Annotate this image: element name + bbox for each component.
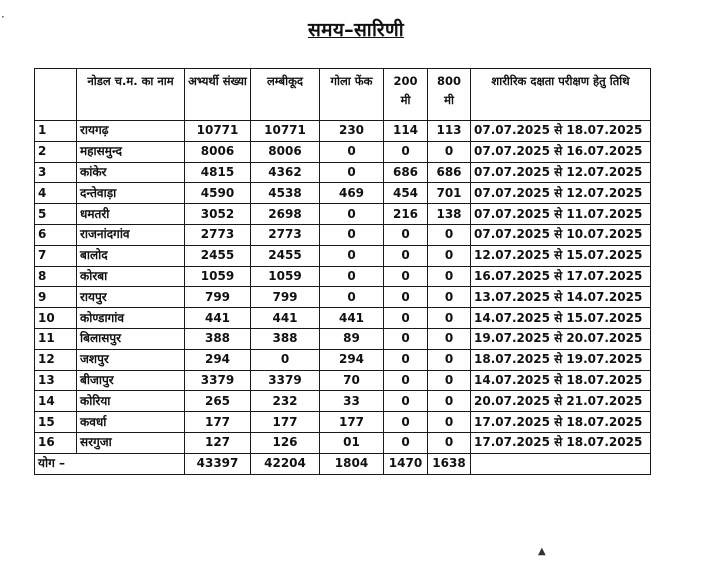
- cell-dates: 16.07.2025 से 17.07.2025: [471, 266, 651, 287]
- cell-200m: 0: [384, 141, 428, 162]
- cell-200m: 686: [384, 162, 428, 183]
- total-dates: [471, 453, 651, 474]
- table-header-row: [35, 69, 651, 121]
- cell-candidates: 3052: [185, 204, 251, 225]
- cell-dates: 07.07.2025 से 11.07.2025: [471, 204, 651, 225]
- cell-shotput: 177: [320, 412, 384, 433]
- cell-shotput: 0: [320, 245, 384, 266]
- cell-district: दन्तेवाड़ा: [77, 183, 185, 204]
- cell-shotput: 441: [320, 308, 384, 329]
- table-row: [35, 141, 651, 162]
- cell-serial: 16: [35, 432, 77, 453]
- cell-candidates: 2455: [185, 245, 251, 266]
- cell-district: धमतरी: [77, 204, 185, 225]
- cell-800m: 138: [428, 204, 471, 225]
- header-shotput: गोला फेंक: [320, 69, 384, 121]
- header-candidates: अभ्यर्थी संख्या: [185, 69, 251, 121]
- table-row: [35, 204, 651, 225]
- cell-district: कोण्डागांव: [77, 308, 185, 329]
- cell-district: जशपुर: [77, 349, 185, 370]
- cell-shotput: 0: [320, 224, 384, 245]
- cell-200m: 0: [384, 349, 428, 370]
- cell-shotput: 230: [320, 121, 384, 142]
- table-row: [35, 183, 651, 204]
- cell-serial: 3: [35, 162, 77, 183]
- cell-serial: 4: [35, 183, 77, 204]
- cell-candidates: 4590: [185, 183, 251, 204]
- cell-shotput: 0: [320, 141, 384, 162]
- cell-200m: 114: [384, 121, 428, 142]
- table-row: [35, 328, 651, 349]
- cell-dates: 20.07.2025 से 21.07.2025: [471, 391, 651, 412]
- page-title: समय–सारिणी: [308, 19, 404, 41]
- table-row: [35, 266, 651, 287]
- cell-candidates: 1059: [185, 266, 251, 287]
- cell-dates: 07.07.2025 से 12.07.2025: [471, 162, 651, 183]
- cell-serial: 7: [35, 245, 77, 266]
- cell-longjump: 0: [251, 349, 320, 370]
- cell-dates: 17.07.2025 से 18.07.2025: [471, 412, 651, 433]
- cell-shotput: 0: [320, 204, 384, 225]
- cell-200m: 0: [384, 391, 428, 412]
- cell-800m: 0: [428, 349, 471, 370]
- cell-district: बीजापुर: [77, 370, 185, 391]
- cell-district: राजनांदगांव: [77, 224, 185, 245]
- cell-district: कवर्धा: [77, 412, 185, 433]
- table-row: [35, 308, 651, 329]
- cell-longjump: 8006: [251, 141, 320, 162]
- total-label: योग –: [35, 453, 185, 474]
- cell-dates: 07.07.2025 से 12.07.2025: [471, 183, 651, 204]
- cell-shotput: 469: [320, 183, 384, 204]
- cell-district: रायपुर: [77, 287, 185, 308]
- table-row: [35, 432, 651, 453]
- cell-candidates: 799: [185, 287, 251, 308]
- total-row: [35, 453, 651, 474]
- cell-800m: 0: [428, 245, 471, 266]
- cell-serial: 15: [35, 412, 77, 433]
- cell-800m: 0: [428, 391, 471, 412]
- table-row: [35, 349, 651, 370]
- cell-800m: 686: [428, 162, 471, 183]
- cell-200m: 0: [384, 412, 428, 433]
- cell-200m: 216: [384, 204, 428, 225]
- table-row: [35, 121, 651, 142]
- cell-dates: 13.07.2025 से 14.07.2025: [471, 287, 651, 308]
- cell-serial: 10: [35, 308, 77, 329]
- cell-serial: 1: [35, 121, 77, 142]
- table-row: [35, 391, 651, 412]
- cell-200m: 0: [384, 432, 428, 453]
- cell-shotput: 89: [320, 328, 384, 349]
- cell-district: रायगढ़: [77, 121, 185, 142]
- cell-candidates: 3379: [185, 370, 251, 391]
- cell-shotput: 0: [320, 162, 384, 183]
- cell-candidates: 2773: [185, 224, 251, 245]
- cell-800m: 0: [428, 328, 471, 349]
- cell-longjump: 10771: [251, 121, 320, 142]
- cell-800m: 0: [428, 287, 471, 308]
- table-row: [35, 370, 651, 391]
- schedule-table: [34, 68, 651, 475]
- cell-200m: 0: [384, 328, 428, 349]
- total-candidates: 43397: [185, 453, 251, 474]
- header-district: नोडल च.म. का नाम: [77, 69, 185, 121]
- total-longjump: 42204: [251, 453, 320, 474]
- cell-longjump: 3379: [251, 370, 320, 391]
- header-dates: शारीरिक दक्षता परीक्षण हेतु तिथि: [471, 69, 651, 121]
- cell-district: बालोद: [77, 245, 185, 266]
- cell-longjump: 2773: [251, 224, 320, 245]
- cell-200m: 0: [384, 370, 428, 391]
- cell-district: कोरिया: [77, 391, 185, 412]
- cell-serial: 8: [35, 266, 77, 287]
- cell-longjump: 441: [251, 308, 320, 329]
- cell-800m: 0: [428, 141, 471, 162]
- cell-shotput: 70: [320, 370, 384, 391]
- cell-candidates: 8006: [185, 141, 251, 162]
- cell-dates: 12.07.2025 से 15.07.2025: [471, 245, 651, 266]
- cell-dates: 17.07.2025 से 18.07.2025: [471, 432, 651, 453]
- cell-longjump: 2698: [251, 204, 320, 225]
- cell-800m: 701: [428, 183, 471, 204]
- cell-dates: 19.07.2025 से 20.07.2025: [471, 328, 651, 349]
- table-row: [35, 412, 651, 433]
- cell-serial: 2: [35, 141, 77, 162]
- table-row: [35, 224, 651, 245]
- total-200m: 1470: [384, 453, 428, 474]
- table-row: [35, 162, 651, 183]
- cell-candidates: 294: [185, 349, 251, 370]
- total-800m: 1638: [428, 453, 471, 474]
- header-serial: [35, 69, 77, 121]
- cell-dates: 07.07.2025 से 16.07.2025: [471, 141, 651, 162]
- cell-800m: 0: [428, 308, 471, 329]
- bottom-mark: ▲: [538, 546, 546, 557]
- cell-longjump: 126: [251, 432, 320, 453]
- cell-serial: 13: [35, 370, 77, 391]
- cell-dates: 18.07.2025 से 19.07.2025: [471, 349, 651, 370]
- cell-shotput: 33: [320, 391, 384, 412]
- cell-dates: 14.07.2025 से 15.07.2025: [471, 308, 651, 329]
- cell-district: बिलासपुर: [77, 328, 185, 349]
- cell-serial: 6: [35, 224, 77, 245]
- table-row: [35, 287, 651, 308]
- cell-dates: 14.07.2025 से 18.07.2025: [471, 370, 651, 391]
- corner-mark: ·: [1, 10, 5, 24]
- cell-district: कोरबा: [77, 266, 185, 287]
- cell-800m: 0: [428, 412, 471, 433]
- cell-candidates: 441: [185, 308, 251, 329]
- cell-200m: 0: [384, 266, 428, 287]
- cell-800m: 0: [428, 224, 471, 245]
- cell-dates: 07.07.2025 से 18.07.2025: [471, 121, 651, 142]
- cell-longjump: 1059: [251, 266, 320, 287]
- total-shotput: 1804: [320, 453, 384, 474]
- cell-shotput: 0: [320, 287, 384, 308]
- cell-serial: 12: [35, 349, 77, 370]
- cell-candidates: 177: [185, 412, 251, 433]
- cell-200m: 0: [384, 308, 428, 329]
- table-row: [35, 245, 651, 266]
- cell-longjump: 799: [251, 287, 320, 308]
- cell-shotput: 294: [320, 349, 384, 370]
- cell-800m: 0: [428, 432, 471, 453]
- cell-800m: 0: [428, 370, 471, 391]
- cell-shotput: 01: [320, 432, 384, 453]
- header-800m: 800 मी: [428, 69, 471, 121]
- cell-serial: 11: [35, 328, 77, 349]
- cell-serial: 14: [35, 391, 77, 412]
- header-200m: 200 मी: [384, 69, 428, 121]
- cell-candidates: 10771: [185, 121, 251, 142]
- cell-district: कांकेर: [77, 162, 185, 183]
- cell-200m: 0: [384, 287, 428, 308]
- cell-candidates: 4815: [185, 162, 251, 183]
- cell-200m: 0: [384, 224, 428, 245]
- cell-200m: 454: [384, 183, 428, 204]
- header-longjump: लम्बीकूद: [251, 69, 320, 121]
- cell-candidates: 127: [185, 432, 251, 453]
- cell-serial: 9: [35, 287, 77, 308]
- cell-longjump: 2455: [251, 245, 320, 266]
- table-body: [35, 121, 651, 475]
- cell-candidates: 265: [185, 391, 251, 412]
- cell-800m: 0: [428, 266, 471, 287]
- cell-longjump: 232: [251, 391, 320, 412]
- cell-longjump: 4362: [251, 162, 320, 183]
- cell-candidates: 388: [185, 328, 251, 349]
- cell-dates: 07.07.2025 से 10.07.2025: [471, 224, 651, 245]
- cell-district: सरगुजा: [77, 432, 185, 453]
- cell-800m: 113: [428, 121, 471, 142]
- cell-200m: 0: [384, 245, 428, 266]
- cell-shotput: 0: [320, 266, 384, 287]
- cell-serial: 5: [35, 204, 77, 225]
- cell-longjump: 177: [251, 412, 320, 433]
- cell-longjump: 4538: [251, 183, 320, 204]
- cell-district: महासमुन्द: [77, 141, 185, 162]
- cell-longjump: 388: [251, 328, 320, 349]
